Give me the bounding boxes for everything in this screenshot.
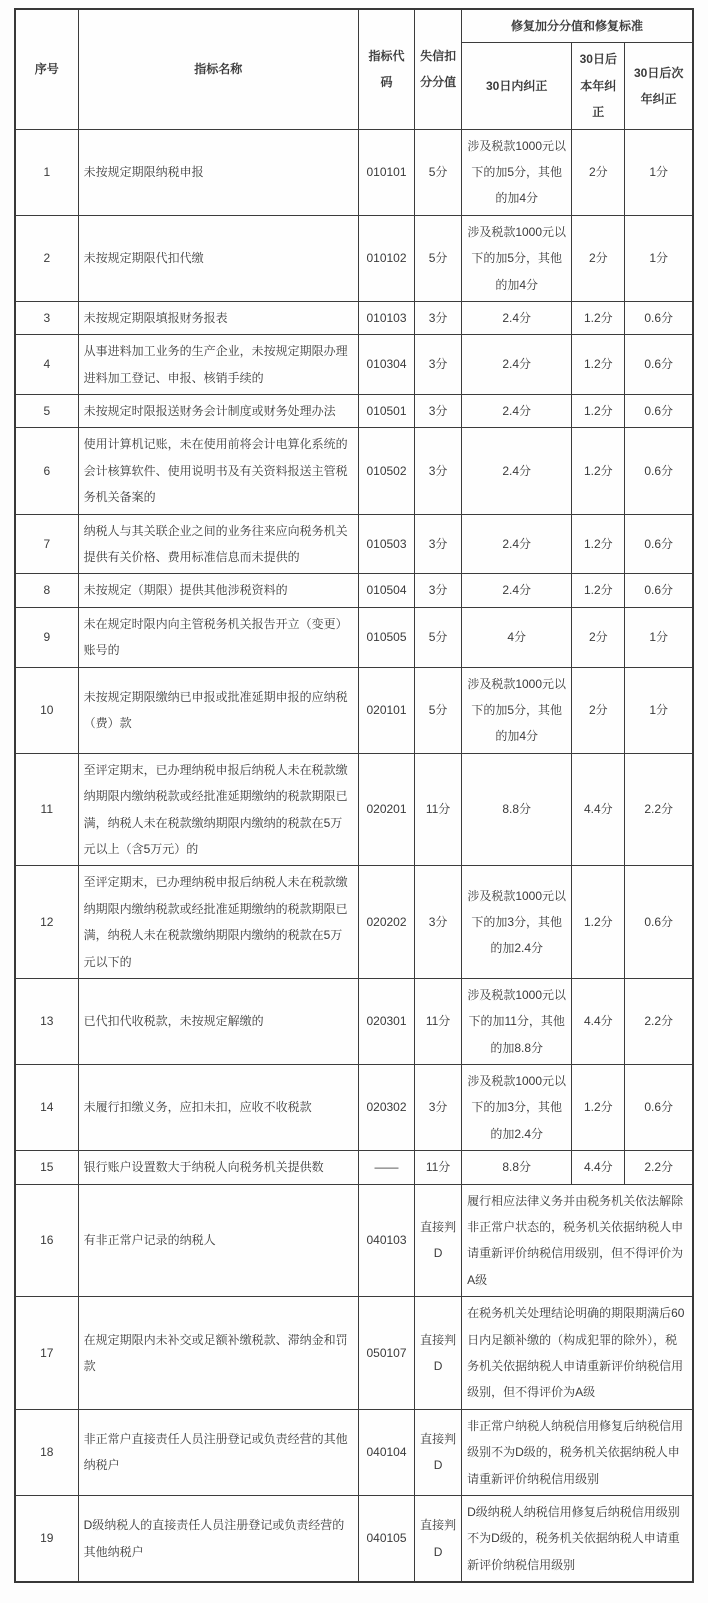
row-within-30-days: 8.8分 [462,753,572,866]
row-after-30-same-year: 2分 [572,667,625,753]
row-serial: 7 [15,514,78,574]
table-row [15,753,693,866]
row-deduction-score: 3分 [415,1065,462,1151]
row-deduction-score: 直接判D [415,1184,462,1297]
row-indicator-code: 020201 [358,753,414,866]
header-after-30-next-year: 30日后次年纠正 [625,43,693,129]
row-after-30-next-year: 0.6分 [625,574,693,607]
row-indicator-name: 未按规定（期限）提供其他涉税资料的 [78,574,358,607]
row-indicator-code: 040105 [358,1495,414,1582]
row-deduction-score: 5分 [415,129,462,215]
row-indicator-name: 未按规定期限缴纳已申报或批准延期申报的应纳税（费）款 [78,667,358,753]
header-indicator-code: 指标代码 [358,9,414,129]
row-after-30-next-year: 0.6分 [625,395,693,428]
header-after-30-same-year: 30日后本年纠正 [572,43,625,129]
row-indicator-code: 010501 [358,395,414,428]
row-indicator-code: 040103 [358,1184,414,1297]
row-after-30-same-year: 1.2分 [572,1065,625,1151]
row-after-30-next-year: 0.6分 [625,428,693,514]
row-serial: 8 [15,574,78,607]
table-row [15,866,693,979]
row-after-30-same-year: 1.2分 [572,395,625,428]
row-serial: 5 [15,395,78,428]
row-after-30-next-year: 1分 [625,129,693,215]
table-row [15,514,693,574]
row-serial: 10 [15,667,78,753]
row-indicator-code: 010502 [358,428,414,514]
row-after-30-next-year: 0.6分 [625,301,693,334]
tax-credit-repair-table [14,8,694,1583]
row-deduction-score: 11分 [415,753,462,866]
row-serial: 6 [15,428,78,514]
row-serial: 11 [15,753,78,866]
row-indicator-code: 010504 [358,574,414,607]
row-repair-standard: 履行相应法律义务并由税务机关依法解除非正常户状态的，税务机关依据纳税人申请重新评价纳税信用级别，但不得评价为A级 [462,1184,693,1297]
row-after-30-next-year: 0.6分 [625,1065,693,1151]
table-row [15,1409,693,1495]
row-after-30-same-year: 1.2分 [572,866,625,979]
row-serial: 2 [15,215,78,301]
row-indicator-code: 020301 [358,978,414,1064]
row-indicator-name: 纳税人与其关联企业之间的业务往来应向税务机关提供有关价格、费用标准信息而未提供的 [78,514,358,574]
row-after-30-next-year: 2.2分 [625,753,693,866]
table-row [15,574,693,607]
table-row [15,1495,693,1582]
row-within-30-days: 2.4分 [462,395,572,428]
row-indicator-code: 010101 [358,129,414,215]
table-row [15,129,693,215]
row-indicator-name: 未按规定期限填报财务报表 [78,301,358,334]
row-indicator-name: 银行账户设置数大于纳税人向税务机关提供数 [78,1151,358,1184]
header-deduction-score: 失信扣分分值 [415,9,462,129]
row-deduction-score: 直接判D [415,1495,462,1582]
row-serial: 14 [15,1065,78,1151]
row-deduction-score: 5分 [415,607,462,667]
row-deduction-score: 5分 [415,215,462,301]
row-within-30-days: 涉及税款1000元以下的加5分，其他的加4分 [462,215,572,301]
row-indicator-code: 010304 [358,335,414,395]
table-header [15,9,693,129]
row-deduction-score: 11分 [415,978,462,1064]
row-after-30-same-year: 2分 [572,215,625,301]
row-indicator-code: 040104 [358,1409,414,1495]
row-repair-standard: 非正常户纳税人纳税信用修复后纳税信用级别不为D级的，税务机关依据纳税人申请重新评价纳税信用级别 [462,1409,693,1495]
row-deduction-score: 3分 [415,574,462,607]
row-serial: 15 [15,1151,78,1184]
row-indicator-name: D级纳税人的直接责任人员注册登记或负责经营的其他纳税户 [78,1495,358,1582]
header-row-1 [15,9,693,43]
table-row [15,395,693,428]
row-indicator-name: 未在规定时限内向主管税务机关报告开立（变更）账号的 [78,607,358,667]
row-within-30-days: 涉及税款1000元以下的加3分，其他的加2.4分 [462,866,572,979]
table-row [15,428,693,514]
row-deduction-score: 3分 [415,866,462,979]
table-row [15,1065,693,1151]
row-indicator-code: 020101 [358,667,414,753]
row-indicator-name: 在规定期限内未补交或足额补缴税款、滞纳金和罚款 [78,1297,358,1410]
row-after-30-same-year: 1.2分 [572,574,625,607]
row-after-30-next-year: 1分 [625,607,693,667]
row-after-30-next-year: 1分 [625,667,693,753]
row-indicator-name: 从事进料加工业务的生产企业，未按规定期限办理进料加工登记、申报、核销手续的 [78,335,358,395]
row-deduction-score: 直接判D [415,1297,462,1410]
header-within-30-days: 30日内纠正 [462,43,572,129]
row-serial: 9 [15,607,78,667]
row-within-30-days: 2.4分 [462,514,572,574]
row-repair-standard: D级纳税人纳税信用修复后纳税信用级别不为D级的，税务机关依据纳税人申请重新评价纳税信用级别 [462,1495,693,1582]
table-row [15,301,693,334]
row-deduction-score: 11分 [415,1151,462,1184]
row-within-30-days: 涉及税款1000元以下的加3分，其他的加2.4分 [462,1065,572,1151]
row-after-30-same-year: 4.4分 [572,978,625,1064]
table-row [15,667,693,753]
table-row [15,1297,693,1410]
row-serial: 19 [15,1495,78,1582]
row-deduction-score: 直接判D [415,1409,462,1495]
row-within-30-days: 2.4分 [462,428,572,514]
row-indicator-name: 已代扣代收税款，未按规定解缴的 [78,978,358,1064]
row-indicator-name: 未按规定期限代扣代缴 [78,215,358,301]
header-indicator-name: 指标名称 [78,9,358,129]
row-within-30-days: 2.4分 [462,335,572,395]
row-serial: 4 [15,335,78,395]
row-deduction-score: 3分 [415,395,462,428]
row-after-30-next-year: 2.2分 [625,1151,693,1184]
row-serial: 17 [15,1297,78,1410]
row-serial: 3 [15,301,78,334]
row-deduction-score: 3分 [415,301,462,334]
row-repair-standard: 在税务机关处理结论明确的期限期满后60日内足额补缴的（构成犯罪的除外），税务机关依据纳税人申请重新评价纳税信用级别，但不得评价为A级 [462,1297,693,1410]
row-after-30-next-year: 0.6分 [625,335,693,395]
row-after-30-next-year: 1分 [625,215,693,301]
header-repair-group: 修复加分分值和修复标准 [462,9,693,43]
row-after-30-same-year: 1.2分 [572,514,625,574]
table-body [15,129,693,1582]
row-indicator-code: 020302 [358,1065,414,1151]
row-serial: 1 [15,129,78,215]
row-indicator-code: 010503 [358,514,414,574]
table-row [15,335,693,395]
row-within-30-days: 2.4分 [462,301,572,334]
row-after-30-same-year: 1.2分 [572,335,625,395]
table-row [15,978,693,1064]
table-row [15,1151,693,1184]
row-indicator-code: 020202 [358,866,414,979]
row-after-30-next-year: 0.6分 [625,866,693,979]
row-serial: 13 [15,978,78,1064]
table-row [15,1184,693,1297]
row-within-30-days: 2.4分 [462,574,572,607]
row-within-30-days: 涉及税款1000元以下的加5分，其他的加4分 [462,667,572,753]
row-after-30-next-year: 2.2分 [625,978,693,1064]
row-indicator-name: 未按规定时限报送财务会计制度或财务处理办法 [78,395,358,428]
row-deduction-score: 3分 [415,514,462,574]
row-after-30-same-year: 2分 [572,607,625,667]
row-indicator-name: 未履行扣缴义务，应扣未扣，应收不收税款 [78,1065,358,1151]
row-within-30-days: 4分 [462,607,572,667]
table-row [15,215,693,301]
row-serial: 18 [15,1409,78,1495]
row-within-30-days: 涉及税款1000元以下的加11分，其他的加8.8分 [462,978,572,1064]
row-indicator-name: 至评定期末，已办理纳税申报后纳税人未在税款缴纳期限内缴纳税款或经批准延期缴纳的税款期限已满，纳税人未在税款缴纳期限内缴纳的税款在5万元以上（含5万元）的 [78,753,358,866]
row-after-30-same-year: 2分 [572,129,625,215]
row-after-30-next-year: 0.6分 [625,514,693,574]
row-within-30-days: 8.8分 [462,1151,572,1184]
row-indicator-name: 未按规定期限纳税申报 [78,129,358,215]
row-indicator-code: 010505 [358,607,414,667]
table-row [15,607,693,667]
row-indicator-code: 010102 [358,215,414,301]
header-serial: 序号 [15,9,78,129]
row-indicator-name: 使用计算机记账，未在使用前将会计电算化系统的会计核算软件、使用说明书及有关资料报送主管税务机关备案的 [78,428,358,514]
row-serial: 12 [15,866,78,979]
row-indicator-name: 非正常户直接责任人员注册登记或负责经营的其他纳税户 [78,1409,358,1495]
row-after-30-same-year: 1.2分 [572,428,625,514]
row-after-30-same-year: 1.2分 [572,301,625,334]
row-serial: 16 [15,1184,78,1297]
row-deduction-score: 5分 [415,667,462,753]
row-indicator-name: 有非正常户记录的纳税人 [78,1184,358,1297]
row-deduction-score: 3分 [415,335,462,395]
row-within-30-days: 涉及税款1000元以下的加5分，其他的加4分 [462,129,572,215]
row-indicator-code: —— [358,1151,414,1184]
row-deduction-score: 3分 [415,428,462,514]
row-indicator-code: 010103 [358,301,414,334]
row-after-30-same-year: 4.4分 [572,1151,625,1184]
row-indicator-name: 至评定期末，已办理纳税申报后纳税人未在税款缴纳期限内缴纳税款或经批准延期缴纳的税款期限已满，纳税人未在税款缴纳期限内缴纳的税款在5万元以下的 [78,866,358,979]
row-indicator-code: 050107 [358,1297,414,1410]
row-after-30-same-year: 4.4分 [572,753,625,866]
